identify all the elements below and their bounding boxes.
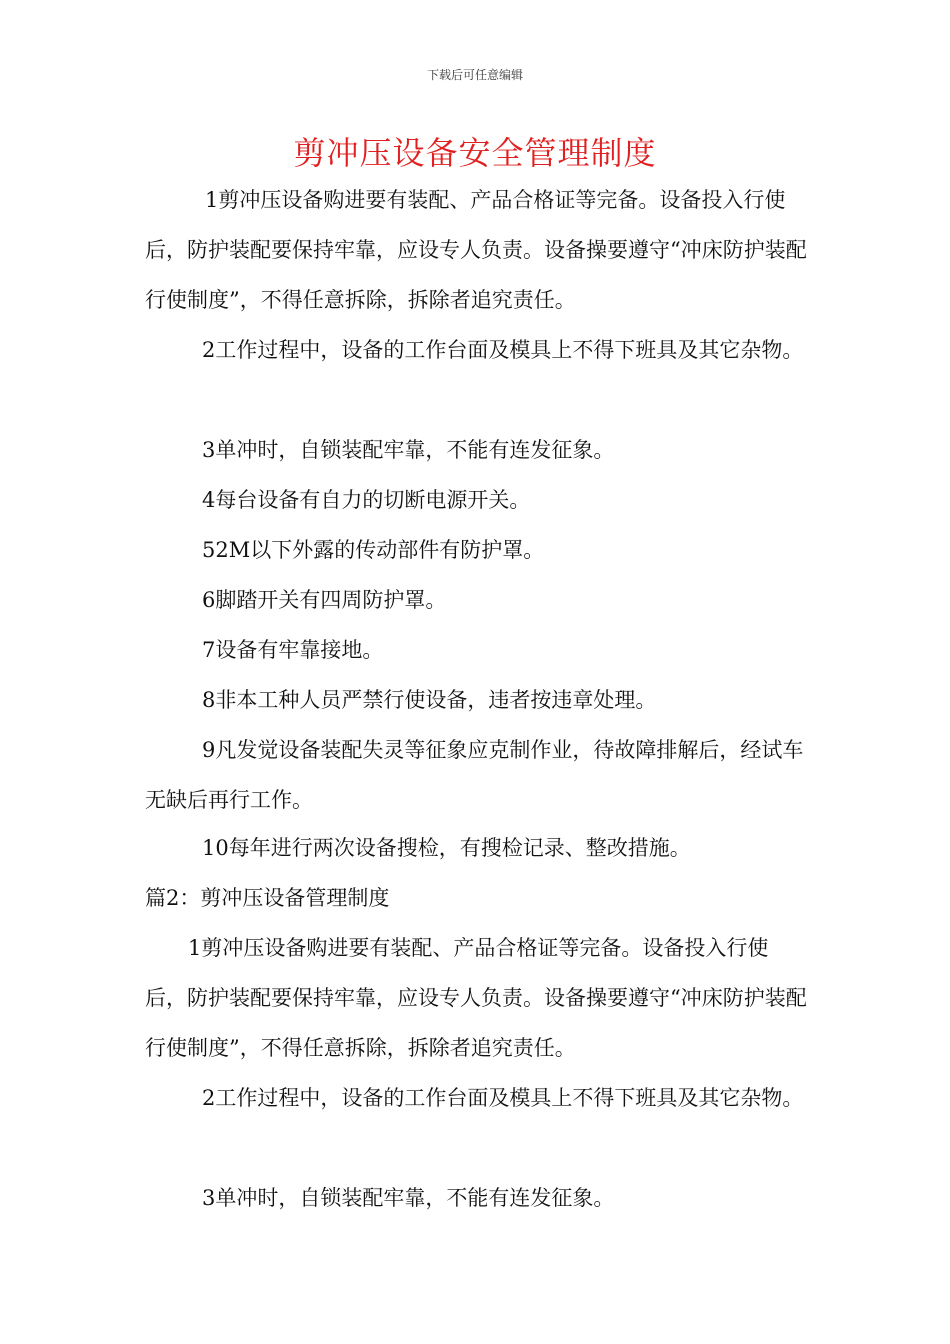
paragraph-7: 7设备有牢靠接地。 [202, 638, 384, 662]
document-title: 剪冲压设备安全管理制度 [293, 134, 657, 172]
paragraph-1: 1剪冲压设备购进要有装配、产品合格证等完备。设备投入行使后，防护装配要保持牢靠，应设专人负责。设备操要遵守“冲床防护装配行使制度”，不得任意拆除，拆除者追究责任。 [145, 188, 807, 312]
header-note: 下载后可任意编辑 [426, 68, 523, 82]
paragraph-5: 52M以下外露的传动部件有防护罩。 [202, 538, 545, 562]
section-2-heading: 篇2：剪冲压设备管理制度 [145, 886, 390, 910]
paragraph-9: 9凡发觉设备装配失灵等征象应克制作业，待故障排解后，经试车无缺后再行工作。 [145, 738, 804, 812]
paragraph-10: 10每年进行两次设备搜检，有搜检记录、整改措施。 [202, 836, 691, 860]
paragraph-2: 2工作过程中，设备的工作台面及模具上不得下班具及其它杂物。 [202, 338, 804, 362]
section-2-paragraph-1: 1剪冲压设备购进要有装配、产品合格证等完备。设备投入行使后，防护装配要保持牢靠，应设专人负责。设备操要遵守“冲床防护装配行使制度”，不得任意拆除，拆除者追究责任。 [145, 936, 807, 1060]
paragraph-6: 6脚踏开关有四周防护罩。 [202, 588, 447, 612]
paragraph-3: 3单冲时，自锁装配牢靠，不能有连发征象。 [202, 438, 615, 462]
section-2-paragraph-3: 3单冲时，自锁装配牢靠，不能有连发征象。 [202, 1186, 615, 1210]
paragraph-8: 8非本工种人员严禁行使设备，违者按违章处理。 [202, 688, 657, 712]
section-2-paragraph-2: 2工作过程中，设备的工作台面及模具上不得下班具及其它杂物。 [202, 1086, 804, 1110]
paragraph-4: 4每台设备有自力的切断电源开关。 [202, 488, 531, 512]
